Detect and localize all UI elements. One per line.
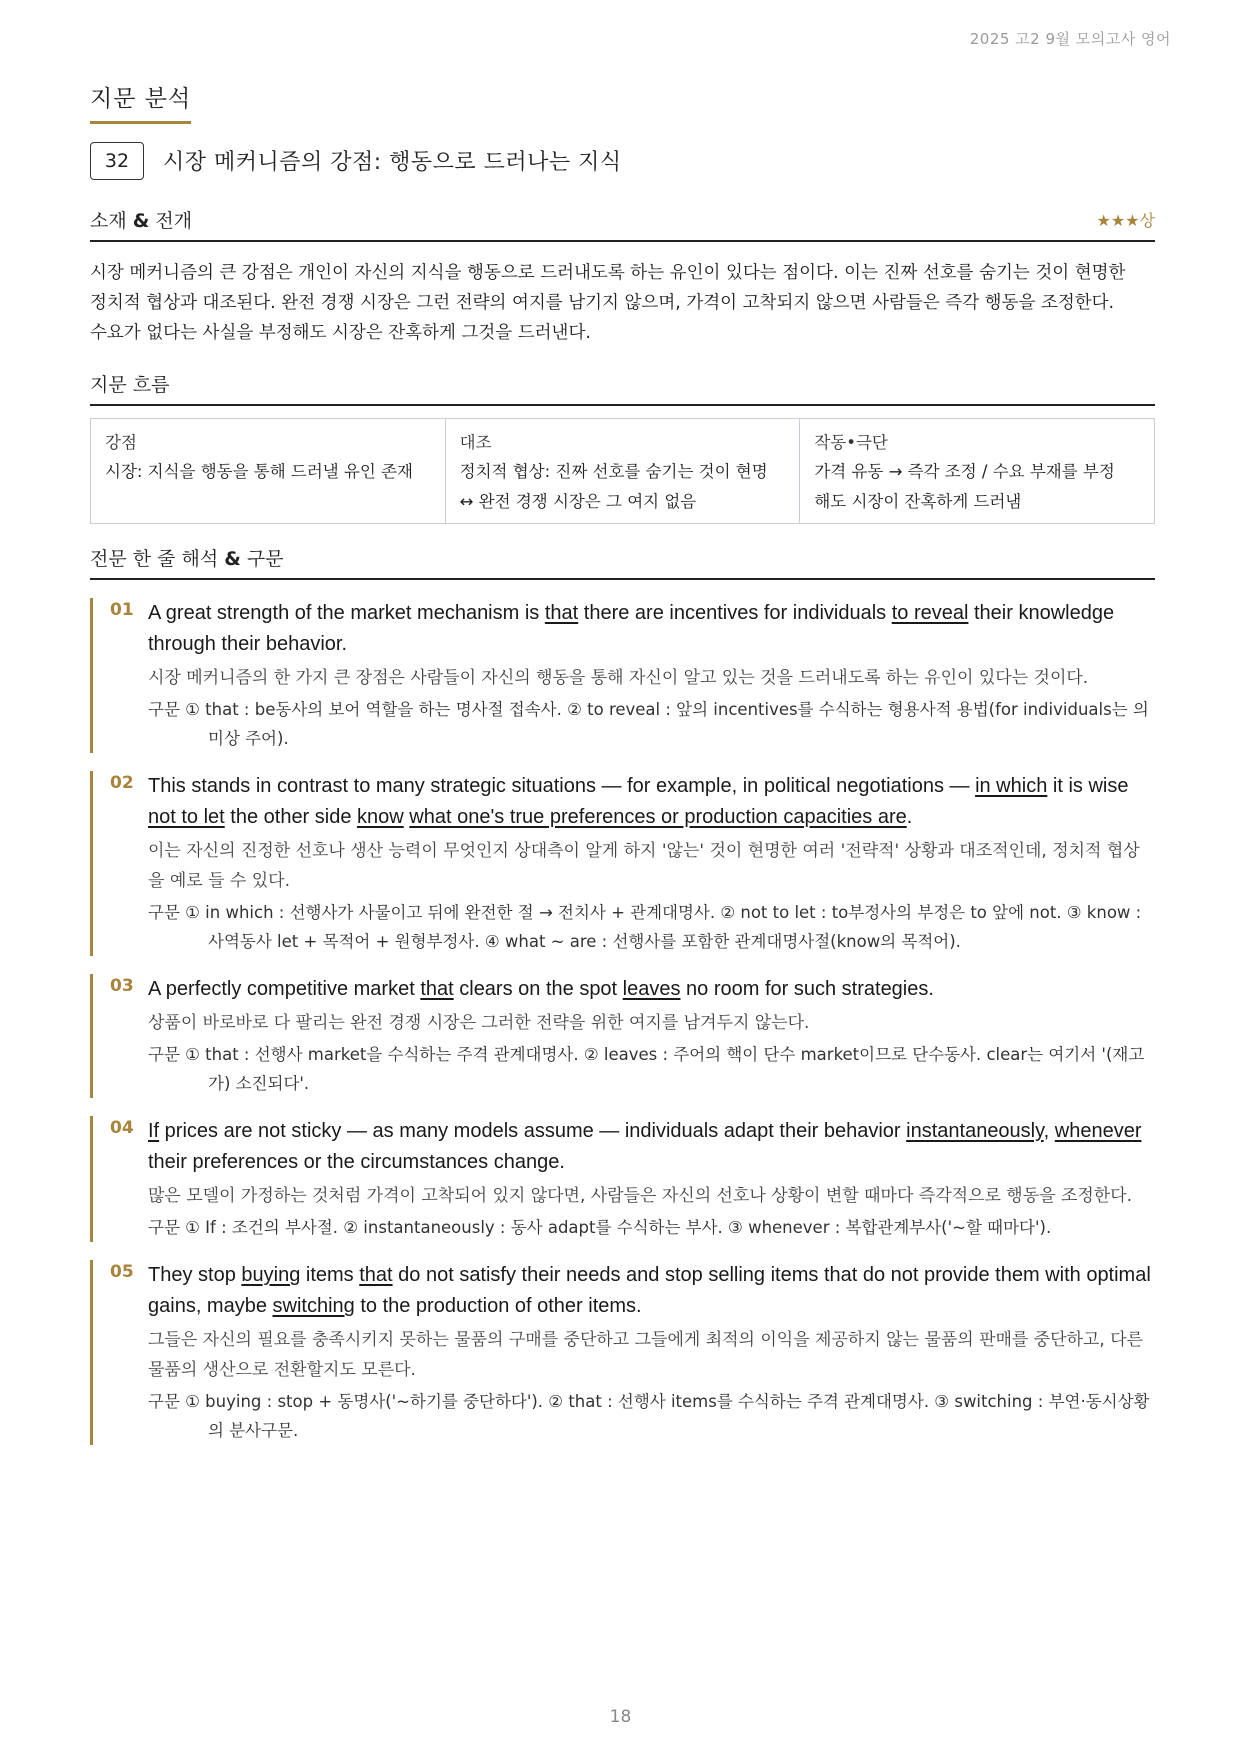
question-number-box: 32 [90, 142, 144, 180]
underlined-phrase: leaves [622, 978, 681, 1000]
sentence-number: 01 [110, 600, 134, 620]
underlined-phrase: that [544, 602, 579, 624]
sentence-item [90, 974, 1155, 1098]
sentence-text: A perfectly competitive market [148, 978, 421, 1000]
sentence-text: clears on the spot [453, 978, 623, 1000]
sentence-syntax [148, 1387, 1155, 1445]
syntax-label: 구문 [148, 1045, 180, 1064]
sentence-text: it is wise [1047, 775, 1129, 797]
sentence-korean: 이는 자신의 진정한 선호나 생산 능력이 무엇인지 상대측이 알게 하지 '않는' 것이 현명한 여러 '전략적' 상황과 대조적인데, 정치적 협상을 예로 들 수 있다. [148, 841, 1140, 891]
topic-heading [90, 206, 1155, 242]
underlined-phrase: that [359, 1264, 393, 1286]
underlined-phrase: switching [272, 1295, 355, 1317]
sentence-text: no room for such strategies. [680, 978, 934, 1000]
sentence-english [148, 1260, 1155, 1322]
sentence-number: 04 [110, 1118, 134, 1138]
flow-cell-text: 해도 시장이 잔혹하게 드러냄 [814, 492, 1022, 511]
summary-line: 수요가 없다는 사실을 부정해도 시장은 잔혹하게 그것을 드러낸다. [90, 323, 591, 343]
underlined-phrase: instantaneously [906, 1120, 1044, 1142]
underlined-phrase: not to let [148, 806, 225, 828]
sentence-text: A great strength of the market mechanism is [148, 602, 545, 624]
sentence-text: to the production of other items. [354, 1295, 642, 1317]
topic-heading-amp: & [132, 210, 150, 232]
syntax-text: ① that : 선행사 market을 수식하는 주격 관계대명사. ② leaves : 주어의 핵이 단수 market이므로 단수동사. clear는 여기서 '(재고가) 소진되다'. [185, 1045, 1145, 1093]
sentence-text: items [300, 1264, 360, 1286]
syntax-text: ① that : be동사의 보어 역할을 하는 명사절 접속사. ② to reveal : 앞의 incentives를 수식하는 형용사적 용법(for individuals는 의미상 주어). [185, 700, 1149, 748]
sentence-korean: 많은 모델이 가정하는 것처럼 가격이 고착되어 있지 않다면, 사람들은 자신의 선호나 상황이 변할 때마다 즉각적으로 행동을 조정한다. [148, 1186, 1133, 1206]
underlined-phrase: in which [975, 775, 1048, 797]
sentence-number: 02 [110, 773, 134, 793]
page-number: 18 [609, 1707, 632, 1727]
sentence-text: , [1043, 1120, 1055, 1142]
flow-cell-label: 작동•극단 [814, 433, 888, 452]
sentence-item [90, 1260, 1155, 1445]
analysis-heading-b: 구문 [246, 548, 284, 570]
sentence-item [90, 1116, 1155, 1242]
sentence-number: 05 [110, 1262, 134, 1282]
flow-cell-label: 강점 [105, 433, 137, 452]
sentence-english [148, 771, 1155, 833]
sentence-english [148, 1116, 1155, 1178]
analysis-heading-a: 전문 한 줄 해석 [90, 548, 219, 570]
sentence-syntax [148, 898, 1155, 956]
syntax-label: 구문 [148, 1392, 180, 1411]
flow-cell-text: ↔ 완전 경쟁 시장은 그 여지 없음 [459, 492, 697, 511]
sentence-list [90, 598, 1155, 1463]
sentence-syntax [148, 1040, 1155, 1098]
flow-cell-text: 가격 유동 → 즉각 조정 / 수요 부재를 부정 [814, 462, 1115, 481]
topic-summary [90, 258, 1155, 348]
syntax-label: 구문 [148, 903, 180, 922]
section-title: 지문 분석 [90, 80, 191, 124]
sentence-item [90, 771, 1155, 956]
sentence-text: their knowledge through their behavior. [148, 602, 1115, 655]
sentence-text: there are incentives for individuals [578, 602, 892, 624]
sentence-syntax [148, 695, 1155, 753]
underlined-phrase: whenever [1054, 1120, 1142, 1142]
flow-heading: 지문 흐름 [90, 370, 1155, 406]
underlined-phrase: to reveal [891, 602, 969, 624]
flow-cell-label: 대조 [459, 433, 492, 452]
sentence-text: do not satisfy their needs and stop selling items that do not provide them with optimal gains, maybe [148, 1264, 1151, 1317]
sentence-korean: 그들은 자신의 필요를 충족시키지 못하는 물품의 구매를 중단하고 그들에게 최적의 이익을 제공하지 않는 물품의 판매를 중단하고, 다른 물품의 생산으로 전환할지도 모른다. [148, 1330, 1144, 1380]
sentence-english [148, 974, 1155, 1005]
underlined-phrase: that [420, 978, 454, 1000]
underlined-phrase: know [357, 806, 404, 828]
difficulty-rating: ★★★상 [1096, 211, 1155, 230]
flow-cell-text: 정치적 협상: 진짜 선호를 숨기는 것이 현명 [459, 462, 768, 481]
sentence-korean: 시장 메커니즘의 한 가지 큰 장점은 사람들이 자신의 행동을 통해 자신이 알고 있는 것을 드러내도록 하는 유인이 있다는 것이다. [148, 668, 1089, 688]
question-title: 시장 메커니즘의 강점: 행동으로 드러나는 지식 [163, 150, 622, 175]
sentence-text: their preferences or the circumstances change. [148, 1151, 565, 1173]
summary-line: 시장 메커니즘의 큰 강점은 개인이 자신의 지식을 행동으로 드러내도록 하는 유인이 있다는 점이다. 이는 진짜 선호를 숨기는 것이 현명한 [90, 263, 1126, 283]
sentence-syntax [148, 1213, 1155, 1242]
sentence-text: the other side [224, 806, 358, 828]
flow-cell-operation [800, 419, 1154, 523]
syntax-label: 구문 [148, 1218, 180, 1237]
sentence-text: . [906, 806, 913, 828]
sentence-number: 03 [110, 976, 134, 996]
analysis-heading [90, 544, 1155, 580]
exam-header: 2025 고2 9월 모의고사 영어 [969, 30, 1171, 48]
syntax-text: ① buying : stop + 동명사('~하기를 중단하다'). ② that : 선행사 items를 수식하는 주격 관계대명사. ③ switching : 부연·동시상황의 분사구문. [185, 1392, 1150, 1440]
syntax-text: ① in which : 선행사가 사물이고 뒤에 완전한 절 → 전치사 + 관계대명사. ② not to let : to부정사의 부정은 to 앞에 not. ③ know : 사역동사 let + 목적어 + 원형부정사. ④ what ~ are : 선행사를 포함한 관계대명사절(know의 목적어). [185, 903, 1142, 951]
flow-cell-contrast [446, 419, 801, 523]
sentence-text: This stands in contrast to many strategic situations — for example, in political negotiations — [148, 775, 976, 797]
underlined-phrase: If [148, 1120, 160, 1142]
flow-table [90, 418, 1155, 524]
syntax-label: 구문 [148, 700, 180, 719]
sentence-text: prices are not sticky — as many models assume — individuals adapt their behavior [159, 1120, 907, 1142]
sentence-item [90, 598, 1155, 753]
sentence-korean: 상품이 바로바로 다 팔리는 완전 경쟁 시장은 그러한 전략을 위한 여지를 남겨두지 않는다. [148, 1013, 810, 1033]
syntax-text: ① If : 조건의 부사절. ② instantaneously : 동사 adapt를 수식하는 부사. ③ whenever : 복합관계부사('~할 때마다'). [185, 1218, 1052, 1237]
underlined-phrase: buying [241, 1264, 301, 1286]
topic-heading-a: 소재 [90, 210, 127, 232]
underlined-phrase: what one's true preferences or production capacities are [409, 806, 907, 828]
summary-line: 정치적 협상과 대조된다. 완전 경쟁 시장은 그런 전략의 여지를 남기지 않으며, 가격이 고착되지 않으면 사람들은 즉각 행동을 조정한다. [90, 293, 1115, 313]
sentence-text: They stop [148, 1264, 242, 1286]
analysis-heading-amp: & [224, 548, 241, 570]
topic-heading-b: 전개 [155, 210, 193, 232]
flow-cell-text: 시장: 지식을 행동을 통해 드러낼 유인 존재 [105, 462, 413, 481]
sentence-english [148, 598, 1155, 660]
flow-cell-strength [91, 419, 446, 523]
